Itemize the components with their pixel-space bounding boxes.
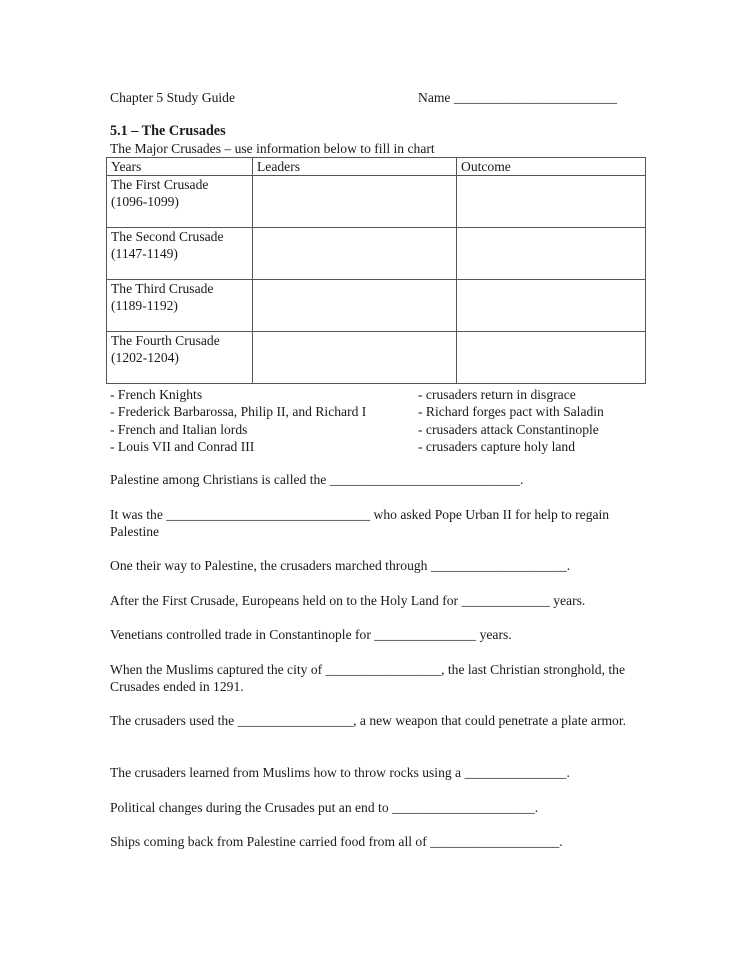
crusade-name: The Fourth Crusade [111, 333, 220, 348]
column-header-outcome: Outcome [457, 158, 646, 176]
question-4: After the First Crusade, Europeans held on to the Holy Land for _____________ years. [110, 593, 586, 608]
list-item: - crusaders capture holy land [418, 438, 576, 454]
section-heading: 5.1 – The Crusades [110, 123, 226, 139]
list-item: - French Knights [110, 387, 203, 402]
question-9: Political changes during the Crusades put an end to _____________________. [110, 800, 539, 815]
question-2: It was the ______________________________ who asked Pope Urban II for help to regain Palestine [110, 507, 610, 539]
leaders-cell[interactable] [253, 176, 457, 228]
table-row [107, 332, 646, 384]
page-title: Chapter 5 Study Guide [110, 90, 235, 105]
section-instructions: The Major Crusades – use information below to fill in chart [110, 141, 435, 156]
column-header-leaders: Leaders [253, 158, 457, 176]
question-5: Venetians controlled trade in Constantinople for _______________ years. [110, 627, 512, 642]
question-10: Ships coming back from Palestine carried food from all of ___________________. [110, 834, 563, 849]
leaders-cell[interactable] [253, 228, 457, 280]
leaders-cell[interactable] [253, 332, 457, 384]
leaders-word-bank [110, 386, 366, 455]
question-6: When the Muslims captured the city of _________________, the last Christian stronghold, the Crusades ended in 1291. [110, 662, 625, 694]
list-item: - crusaders return in disgrace [418, 387, 576, 402]
crusade-years: (1189-1192) [111, 298, 178, 313]
question-7: The crusaders used the _________________, a new weapon that could penetrate a plate armor. [110, 713, 627, 728]
crusade-years: (1096-1099) [111, 194, 179, 209]
list-item: - French and Italian lords [110, 421, 248, 437]
crusade-name: The Third Crusade [111, 281, 214, 296]
crusade-cell [107, 332, 253, 384]
table-row [107, 176, 646, 228]
crusade-name: The First Crusade [111, 177, 209, 192]
question-1: Palestine among Christians is called the ____________________________. [110, 472, 524, 487]
list-item: - crusaders attack Constantinople [418, 421, 599, 437]
list-item: - Louis VII and Conrad III [110, 438, 255, 454]
column-header-years: Years [107, 158, 253, 176]
leaders-cell[interactable] [253, 280, 457, 332]
crusades-chart [106, 157, 646, 384]
outcome-cell[interactable] [457, 176, 646, 228]
question-8: The crusaders learned from Muslims how to throw rocks using a _______________. [110, 765, 570, 780]
crusade-cell [107, 176, 253, 228]
table-row [107, 280, 646, 332]
outcome-cell[interactable] [457, 228, 646, 280]
outcomes-word-bank [418, 386, 604, 455]
outcome-cell[interactable] [457, 280, 646, 332]
crusade-cell [107, 228, 253, 280]
crusade-years: (1147-1149) [111, 246, 178, 261]
crusade-name: The Second Crusade [111, 229, 224, 244]
table-row [107, 228, 646, 280]
name-field-label: Name ________________________ [418, 90, 617, 105]
list-item: - Frederick Barbarossa, Philip II, and Richard I [110, 404, 367, 420]
table-header-row [107, 158, 646, 176]
list-item: - Richard forges pact with Saladin [418, 404, 604, 420]
crusade-cell [107, 280, 253, 332]
crusade-years: (1202-1204) [111, 350, 179, 365]
outcome-cell[interactable] [457, 332, 646, 384]
question-3: One their way to Palestine, the crusaders marched through ____________________. [110, 558, 571, 573]
